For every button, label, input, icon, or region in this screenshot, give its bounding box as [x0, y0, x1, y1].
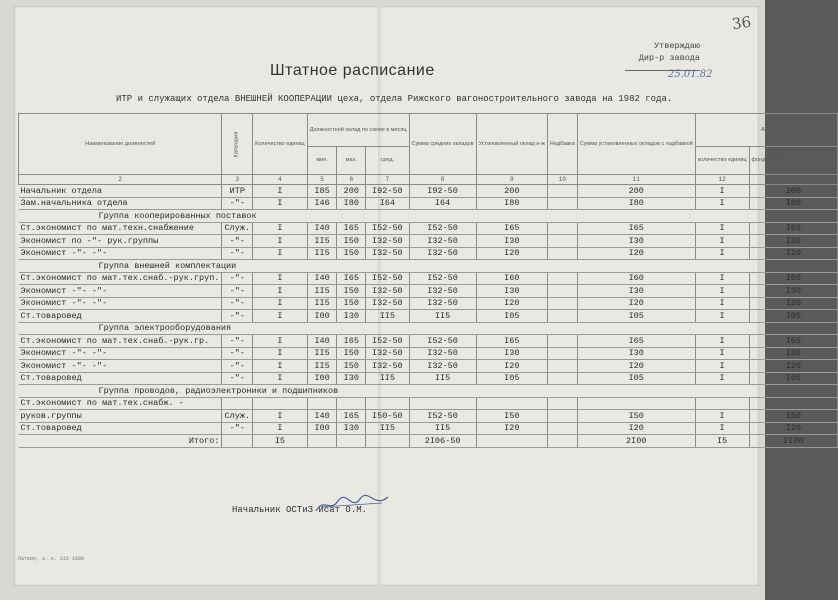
- cell-min: I40: [307, 272, 337, 285]
- table-row: [19, 347, 838, 360]
- header-bonus: Надбавка: [547, 114, 577, 175]
- signoff-line: Начальник ОСТиЗ Исат О.М.: [232, 505, 368, 515]
- cell-aupc: I: [695, 272, 749, 285]
- column-number: 12: [695, 175, 749, 185]
- cell-max: I80: [337, 197, 366, 210]
- approval-line-2: Дир-р завода: [638, 53, 700, 63]
- cell-max: I65: [337, 335, 366, 348]
- cell-aupf: I20: [749, 422, 838, 435]
- cell-max: I65: [337, 222, 366, 235]
- cell-set: I30: [476, 235, 547, 248]
- cell-cat: -"-: [222, 285, 253, 298]
- cell-set: I80: [476, 197, 547, 210]
- cell-avg: [366, 435, 409, 448]
- cell-aupf: I80: [749, 197, 838, 210]
- cell-cnt: I: [253, 285, 308, 298]
- cell-cnt: I: [253, 185, 308, 198]
- position-name: Ст.экономист по мат.тех.снаб.-рук.груп.: [19, 272, 222, 285]
- cell-sum2: I60: [577, 272, 695, 285]
- cell-avg: I32-50: [366, 297, 409, 310]
- cell-cat: -"-: [222, 297, 253, 310]
- cell-max: I30: [337, 310, 366, 323]
- header-avg: сред.: [366, 147, 409, 175]
- cell-cnt: [253, 397, 308, 410]
- cell-sum2: I30: [577, 285, 695, 298]
- approval-date: 25.01.82: [668, 69, 713, 80]
- cell-avg: I32-50: [366, 285, 409, 298]
- cell-cnt: I: [253, 197, 308, 210]
- cell-min: I40: [307, 335, 337, 348]
- table-row: [19, 247, 838, 260]
- cell-avg: II5: [366, 310, 409, 323]
- cell-sum2: I20: [577, 360, 695, 373]
- cell-cnt: I: [253, 222, 308, 235]
- cell-bonus: [547, 247, 577, 260]
- cell-min: II5: [307, 347, 337, 360]
- header-max: мах.: [337, 147, 366, 175]
- table-row: [19, 235, 838, 248]
- cell-bonus: [547, 410, 577, 423]
- cell-sum: I52-50: [409, 222, 476, 235]
- cell-max: I50: [337, 347, 366, 360]
- header-count: Количество единиц: [253, 114, 308, 175]
- cell-sum: I32-50: [409, 297, 476, 310]
- position-name: Экономист по -"- рук.группы: [19, 235, 222, 248]
- header-min: мин.: [307, 147, 337, 175]
- cell-avg: I64: [366, 197, 409, 210]
- cell-aupf: 2I00: [749, 435, 838, 448]
- table-row: [19, 410, 838, 423]
- cell-min: I00: [307, 422, 337, 435]
- document-title: Штатное расписание: [270, 62, 435, 79]
- header-sum-set: Сумма установленных окладов с надбавкой: [577, 114, 695, 175]
- cell-sum: II5: [409, 310, 476, 323]
- cell-cat: -"-: [222, 247, 253, 260]
- cell-cnt: I: [253, 297, 308, 310]
- cell-max: I50: [337, 360, 366, 373]
- cell-sum2: I05: [577, 372, 695, 385]
- cell-cat: -"-: [222, 272, 253, 285]
- approval-line-1: Утверждаю: [654, 41, 700, 51]
- staff-table: [18, 113, 838, 448]
- cell-set: I20: [476, 247, 547, 260]
- cell-max: I30: [337, 422, 366, 435]
- cell-aupf: I30: [749, 347, 838, 360]
- cell-set: I30: [476, 347, 547, 360]
- cell-aupc: I: [695, 310, 749, 323]
- cell-max: I50: [337, 235, 366, 248]
- cell-aupc: [695, 397, 749, 410]
- cell-max: I30: [337, 372, 366, 385]
- position-name: Ст.товаровед: [19, 422, 222, 435]
- table-row: [19, 272, 838, 285]
- cell-max: [337, 397, 366, 410]
- cell-min: [307, 435, 337, 448]
- cell-set: [476, 435, 547, 448]
- position-name: руков.группы: [19, 410, 222, 423]
- position-name: Ст.товаровед: [19, 310, 222, 323]
- table-row: [19, 372, 838, 385]
- position-name: Экономист -"- -"-: [19, 247, 222, 260]
- cell-set: 200: [476, 185, 547, 198]
- cell-max: 200: [337, 185, 366, 198]
- table-row: [19, 297, 838, 310]
- cell-aupf: I20: [749, 360, 838, 373]
- cell-sum2: I65: [577, 335, 695, 348]
- cell-avg: I52-50: [366, 335, 409, 348]
- cell-cnt: I: [253, 360, 308, 373]
- position-name: Экономист -"- -"-: [19, 347, 222, 360]
- cell-cnt: I: [253, 347, 308, 360]
- cell-sum: I52-50: [409, 272, 476, 285]
- cell-bonus: [547, 397, 577, 410]
- print-footnote: Латвия, з. к. 215 1980: [18, 556, 85, 562]
- cell-sum2: I30: [577, 347, 695, 360]
- cell-cat: [222, 397, 253, 410]
- column-number: 2: [19, 175, 222, 185]
- table-row: [19, 197, 838, 210]
- cell-sum: 2I06-50: [409, 435, 476, 448]
- cell-aupc: I: [695, 335, 749, 348]
- cell-aupf: I20: [749, 297, 838, 310]
- group-heading-row: [19, 260, 838, 273]
- cell-aupc: I: [695, 360, 749, 373]
- cell-cnt: I: [253, 272, 308, 285]
- position-name: Зам.начальника отдела: [19, 197, 222, 210]
- cell-cnt: I: [253, 235, 308, 248]
- cell-avg: I32-50: [366, 360, 409, 373]
- cell-avg: I50-50: [366, 410, 409, 423]
- cell-set: I65: [476, 335, 547, 348]
- cell-sum: I32-50: [409, 360, 476, 373]
- cell-cat: -"-: [222, 310, 253, 323]
- cell-max: I50: [337, 297, 366, 310]
- header-set-salary: Установленный оклад н-ж: [476, 114, 547, 175]
- cell-aupc: I: [695, 222, 749, 235]
- total-row: [19, 435, 838, 448]
- cell-cnt: I: [253, 410, 308, 423]
- cell-avg: [366, 397, 409, 410]
- cell-cat: Служ.: [222, 410, 253, 423]
- position-name: Экономист -"- -"-: [19, 297, 222, 310]
- cell-aupc: I: [695, 422, 749, 435]
- group-heading: Группа внешней комплектации: [19, 260, 838, 273]
- cell-set: [476, 397, 547, 410]
- cell-set: I50: [476, 410, 547, 423]
- cell-min: I46: [307, 197, 337, 210]
- column-number: 7: [366, 175, 409, 185]
- table-row: [19, 185, 838, 198]
- header-category: Категория: [222, 114, 253, 175]
- column-number: 10: [547, 175, 577, 185]
- position-name: Начальник отдела: [19, 185, 222, 198]
- cell-bonus: [547, 285, 577, 298]
- column-number: 5: [307, 175, 337, 185]
- cell-aupc: I: [695, 197, 749, 210]
- cell-cnt: I: [253, 310, 308, 323]
- cell-sum: I92-50: [409, 185, 476, 198]
- cell-sum2: I20: [577, 297, 695, 310]
- cell-min: II5: [307, 285, 337, 298]
- approval-stamp: [620, 40, 700, 64]
- cell-bonus: [547, 297, 577, 310]
- cell-min: I85: [307, 185, 337, 198]
- cell-aupc: I: [695, 372, 749, 385]
- column-number: 8: [409, 175, 476, 185]
- cell-aupc: I: [695, 247, 749, 260]
- cell-aupc: I: [695, 347, 749, 360]
- cell-min: II5: [307, 360, 337, 373]
- group-heading-row: [19, 322, 838, 335]
- cell-min: [307, 397, 337, 410]
- header-position: Наименование должностей: [19, 114, 222, 175]
- cell-bonus: [547, 272, 577, 285]
- cell-bonus: [547, 335, 577, 348]
- cell-sum2: I80: [577, 197, 695, 210]
- table-row: [19, 222, 838, 235]
- cell-bonus: [547, 347, 577, 360]
- cell-cat: -"-: [222, 372, 253, 385]
- cell-aupf: I30: [749, 285, 838, 298]
- position-name: Ст.товаровед: [19, 372, 222, 385]
- cell-sum: I32-50: [409, 235, 476, 248]
- cell-min: II5: [307, 247, 337, 260]
- cell-avg: I32-50: [366, 347, 409, 360]
- cell-min: I00: [307, 310, 337, 323]
- cell-avg: I32-50: [366, 235, 409, 248]
- cell-max: I65: [337, 410, 366, 423]
- cell-bonus: [547, 435, 577, 448]
- header-sum-avg: Сумма средних окладов: [409, 114, 476, 175]
- cell-aupf: I20: [749, 247, 838, 260]
- cell-sum2: [577, 397, 695, 410]
- column-number: 11: [577, 175, 695, 185]
- cell-min: I40: [307, 222, 337, 235]
- cell-cnt: I: [253, 247, 308, 260]
- cell-cnt: I: [253, 335, 308, 348]
- cell-cat: -"-: [222, 360, 253, 373]
- table-row: [19, 285, 838, 298]
- cell-set: I05: [476, 310, 547, 323]
- cell-avg: II5: [366, 372, 409, 385]
- cell-aupf: I60: [749, 272, 838, 285]
- cell-max: I50: [337, 247, 366, 260]
- cell-cat: Служ.: [222, 222, 253, 235]
- position-name: Ст.экономист по мат.тех.снаб.-рук.гр.: [19, 335, 222, 348]
- table-row: [19, 422, 838, 435]
- cell-sum: I32-50: [409, 247, 476, 260]
- cell-bonus: [547, 235, 577, 248]
- cell-sum2: 200: [577, 185, 695, 198]
- cell-set: I60: [476, 272, 547, 285]
- header-aup-count: количество единиц: [695, 147, 749, 175]
- cell-aupf: [749, 397, 838, 410]
- column-number: 13: [749, 175, 838, 185]
- cell-bonus: [547, 310, 577, 323]
- cell-sum2: 2I00: [577, 435, 695, 448]
- cell-set: I20: [476, 297, 547, 310]
- header-aup: АУП: [695, 114, 837, 147]
- cell-sum: II5: [409, 422, 476, 435]
- cell-bonus: [547, 360, 577, 373]
- cell-aupc: I: [695, 410, 749, 423]
- table-row: [19, 335, 838, 348]
- cell-bonus: [547, 185, 577, 198]
- column-number: 4: [253, 175, 308, 185]
- cell-aupc: I5: [695, 435, 749, 448]
- cell-sum2: I05: [577, 310, 695, 323]
- cell-aupf: I05: [749, 310, 838, 323]
- cell-sum: I32-50: [409, 285, 476, 298]
- group-heading: Группа кооперированных поставок: [19, 210, 838, 223]
- group-heading: Группа электрооборудования: [19, 322, 838, 335]
- cell-set: I20: [476, 422, 547, 435]
- column-number: 3: [222, 175, 253, 185]
- table-row: [19, 397, 838, 410]
- cell-set: I30: [476, 285, 547, 298]
- cell-cat: -"-: [222, 422, 253, 435]
- cell-avg: I92-50: [366, 185, 409, 198]
- cell-min: II5: [307, 297, 337, 310]
- cell-sum2: I30: [577, 235, 695, 248]
- document-subtitle: ИТР и служащих отдела ВНЕШНЕЙ КООПЕРАЦИИ цеха, отдела Рижского вагоностроительного завода на 1982 года.: [116, 94, 673, 104]
- cell-sum: [409, 397, 476, 410]
- table-row: [19, 310, 838, 323]
- cell-avg: II5: [366, 422, 409, 435]
- page-number: 36: [730, 12, 753, 34]
- cell-cnt: I5: [253, 435, 308, 448]
- cell-max: [337, 435, 366, 448]
- cell-sum: II5: [409, 372, 476, 385]
- cell-sum: I52-50: [409, 335, 476, 348]
- cell-sum2: I20: [577, 247, 695, 260]
- cell-avg: I32-50: [366, 247, 409, 260]
- group-heading-row: [19, 385, 838, 398]
- table-header: [19, 114, 838, 185]
- cell-bonus: [547, 222, 577, 235]
- cell-set: I65: [476, 222, 547, 235]
- cell-min: II5: [307, 235, 337, 248]
- cell-cat: ИТР: [222, 185, 253, 198]
- cell-cnt: I: [253, 372, 308, 385]
- position-name: Экономист -"- -"-: [19, 360, 222, 373]
- cell-cat: -"-: [222, 235, 253, 248]
- cell-max: I50: [337, 285, 366, 298]
- cell-bonus: [547, 422, 577, 435]
- cell-avg: I52-50: [366, 272, 409, 285]
- table-body: [19, 185, 838, 448]
- cell-min: I00: [307, 372, 337, 385]
- position-name: Итого:: [19, 435, 222, 448]
- cell-set: I20: [476, 360, 547, 373]
- cell-sum: I32-50: [409, 347, 476, 360]
- cell-set: I05: [476, 372, 547, 385]
- cell-cat: -"-: [222, 335, 253, 348]
- group-heading-row: [19, 210, 838, 223]
- cell-min: I40: [307, 410, 337, 423]
- cell-bonus: [547, 197, 577, 210]
- header-aup-fund: фонд заработной платы в месяц: [749, 147, 838, 175]
- cell-sum2: I20: [577, 422, 695, 435]
- column-number: 9: [476, 175, 547, 185]
- cell-bonus: [547, 372, 577, 385]
- cell-aupf: I65: [749, 222, 838, 235]
- group-heading: Группа проводов, радиоэлектроники и подшипников: [19, 385, 838, 398]
- cell-aupf: I05: [749, 372, 838, 385]
- table-row: [19, 360, 838, 373]
- cell-sum2: I50: [577, 410, 695, 423]
- cell-sum: I64: [409, 197, 476, 210]
- cell-aupc: I: [695, 235, 749, 248]
- position-name: Ст.экономист по мат.техн.снабжение: [19, 222, 222, 235]
- cell-sum2: I65: [577, 222, 695, 235]
- cell-aupc: I: [695, 297, 749, 310]
- header-salary-group: Должностной оклад по схеме в месяц: [307, 114, 409, 147]
- cell-cat: -"-: [222, 347, 253, 360]
- cell-aupf: 200: [749, 185, 838, 198]
- position-name: Ст.экономист по мат.тех.снабж. -: [19, 397, 222, 410]
- cell-aupc: I: [695, 185, 749, 198]
- cell-aupc: I: [695, 285, 749, 298]
- cell-max: I65: [337, 272, 366, 285]
- column-numbers-row: [19, 175, 838, 185]
- cell-aupf: I50: [749, 410, 838, 423]
- cell-aupf: I65: [749, 335, 838, 348]
- cell-avg: I52-50: [366, 222, 409, 235]
- position-name: Экономист -"- -"-: [19, 285, 222, 298]
- cell-cat: [222, 435, 253, 448]
- cell-cnt: I: [253, 422, 308, 435]
- column-number: 6: [337, 175, 366, 185]
- handwritten-signature: [312, 493, 392, 517]
- cell-sum: I52-50: [409, 410, 476, 423]
- cell-cat: -"-: [222, 197, 253, 210]
- cell-aupf: I30: [749, 235, 838, 248]
